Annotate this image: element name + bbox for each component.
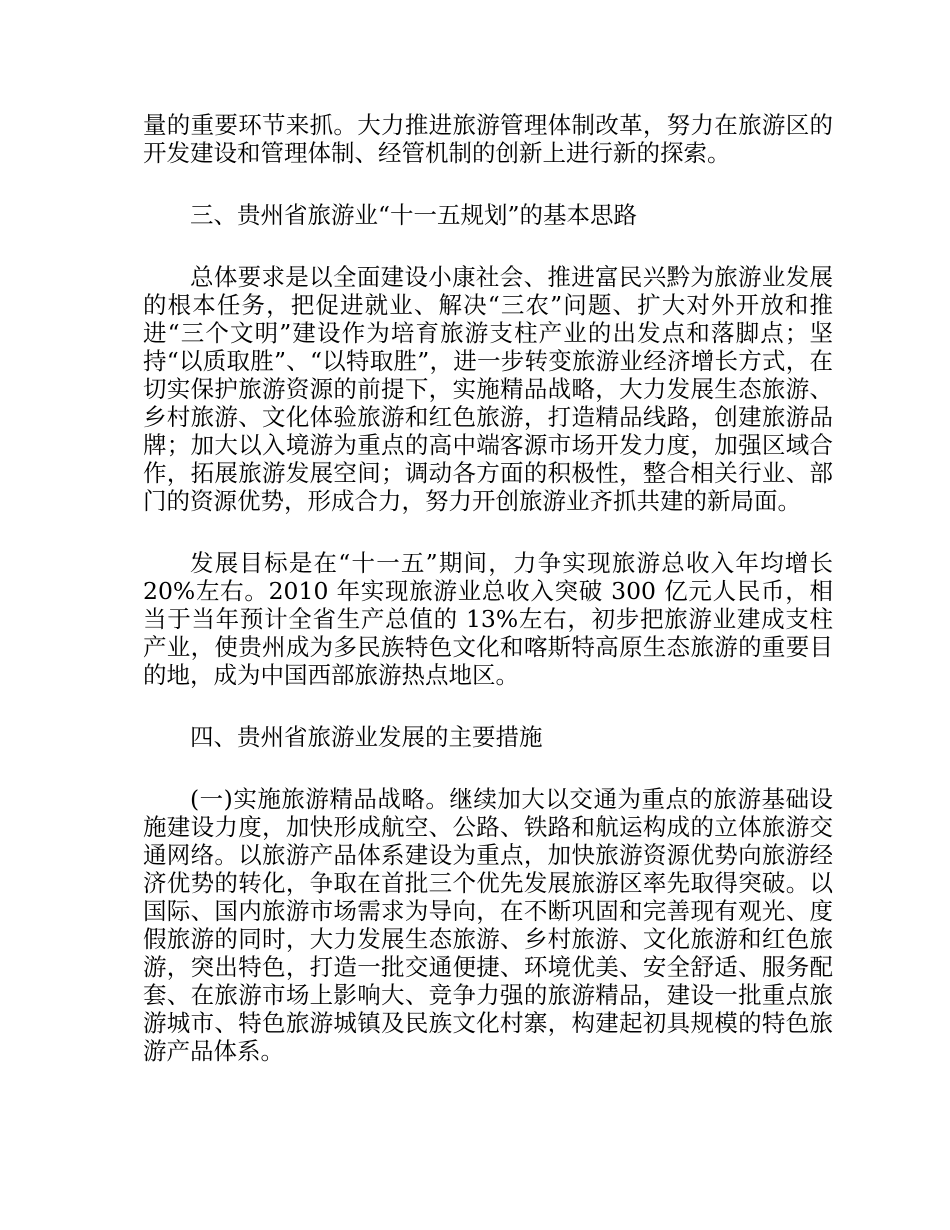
- section-heading-three: 三、贵州省旅游业“十一五规划”的基本思路: [190, 201, 638, 229]
- paragraph-development-goals: 发展目标是在“十一五”期间，力争实现旅游总收入年均增长 20%左右。2010 年实现旅游业总收入突破 300 亿元人民币，相当于当年预计全省生产总值的 13%左右，初步把旅游业建成支柱产业，使贵州成为多民族特色文化和喀斯特高原生态旅游的重要目的地，成为中国西部旅游热点地区。: [143, 549, 833, 689]
- paragraph-measure-one: (一)实施旅游精品战略。继续加大以交通为重点的旅游基础设施建设力度，加快形成航空、公路、铁路和航运构成的立体旅游交通网络。以旅游产品体系建设为重点，加快旅游资源优势向旅游经济优势的转化，争取在首批三个优先发展旅游区率先取得突破。以国际、国内旅游市场需求为导向，在不断巩固和完善现有观光、度假旅游的同时，大力发展生态旅游、乡村旅游、文化旅游和红色旅游，突出特色，打造一批交通便捷、环境优美、安全舒适、服务配套、在旅游市场上影响大、竞争力强的旅游精品，建设一批重点旅游城市、特色旅游城镇及民族文化村寨，构建起初具规模的特色旅游产品体系。: [143, 785, 833, 1065]
- paragraph-overall-requirements: 总体要求是以全面建设小康社会、推进富民兴黔为旅游业发展的根本任务，把促进就业、解决“三农”问题、扩大对外开放和推进“三个文明”建设作为培育旅游支柱产业的出发点和落脚点；坚持“以质取胜”、“以特取胜”，进一步转变旅游业经济增长方式，在切实保护旅游资源的前提下，实施精品战略，大力发展生态旅游、乡村旅游、文化体验旅游和红色旅游，打造精品线路，创建旅游品牌；加大以入境游为重点的高中端客源市场开发力度，加强区域合作，拓展旅游发展空间；调动各方面的积极性，整合相关行业、部门的资源优势，形成合力，努力开创旅游业齐抓共建的新局面。: [143, 263, 833, 515]
- paragraph-continued: 量的重要环节来抓。大力推进旅游管理体制改革，努力在旅游区的开发建设和管理体制、经管机制的创新上进行新的探索。: [143, 111, 833, 167]
- section-heading-four: 四、贵州省旅游业发展的主要措施: [190, 723, 543, 751]
- document-body: [143, 111, 833, 1065]
